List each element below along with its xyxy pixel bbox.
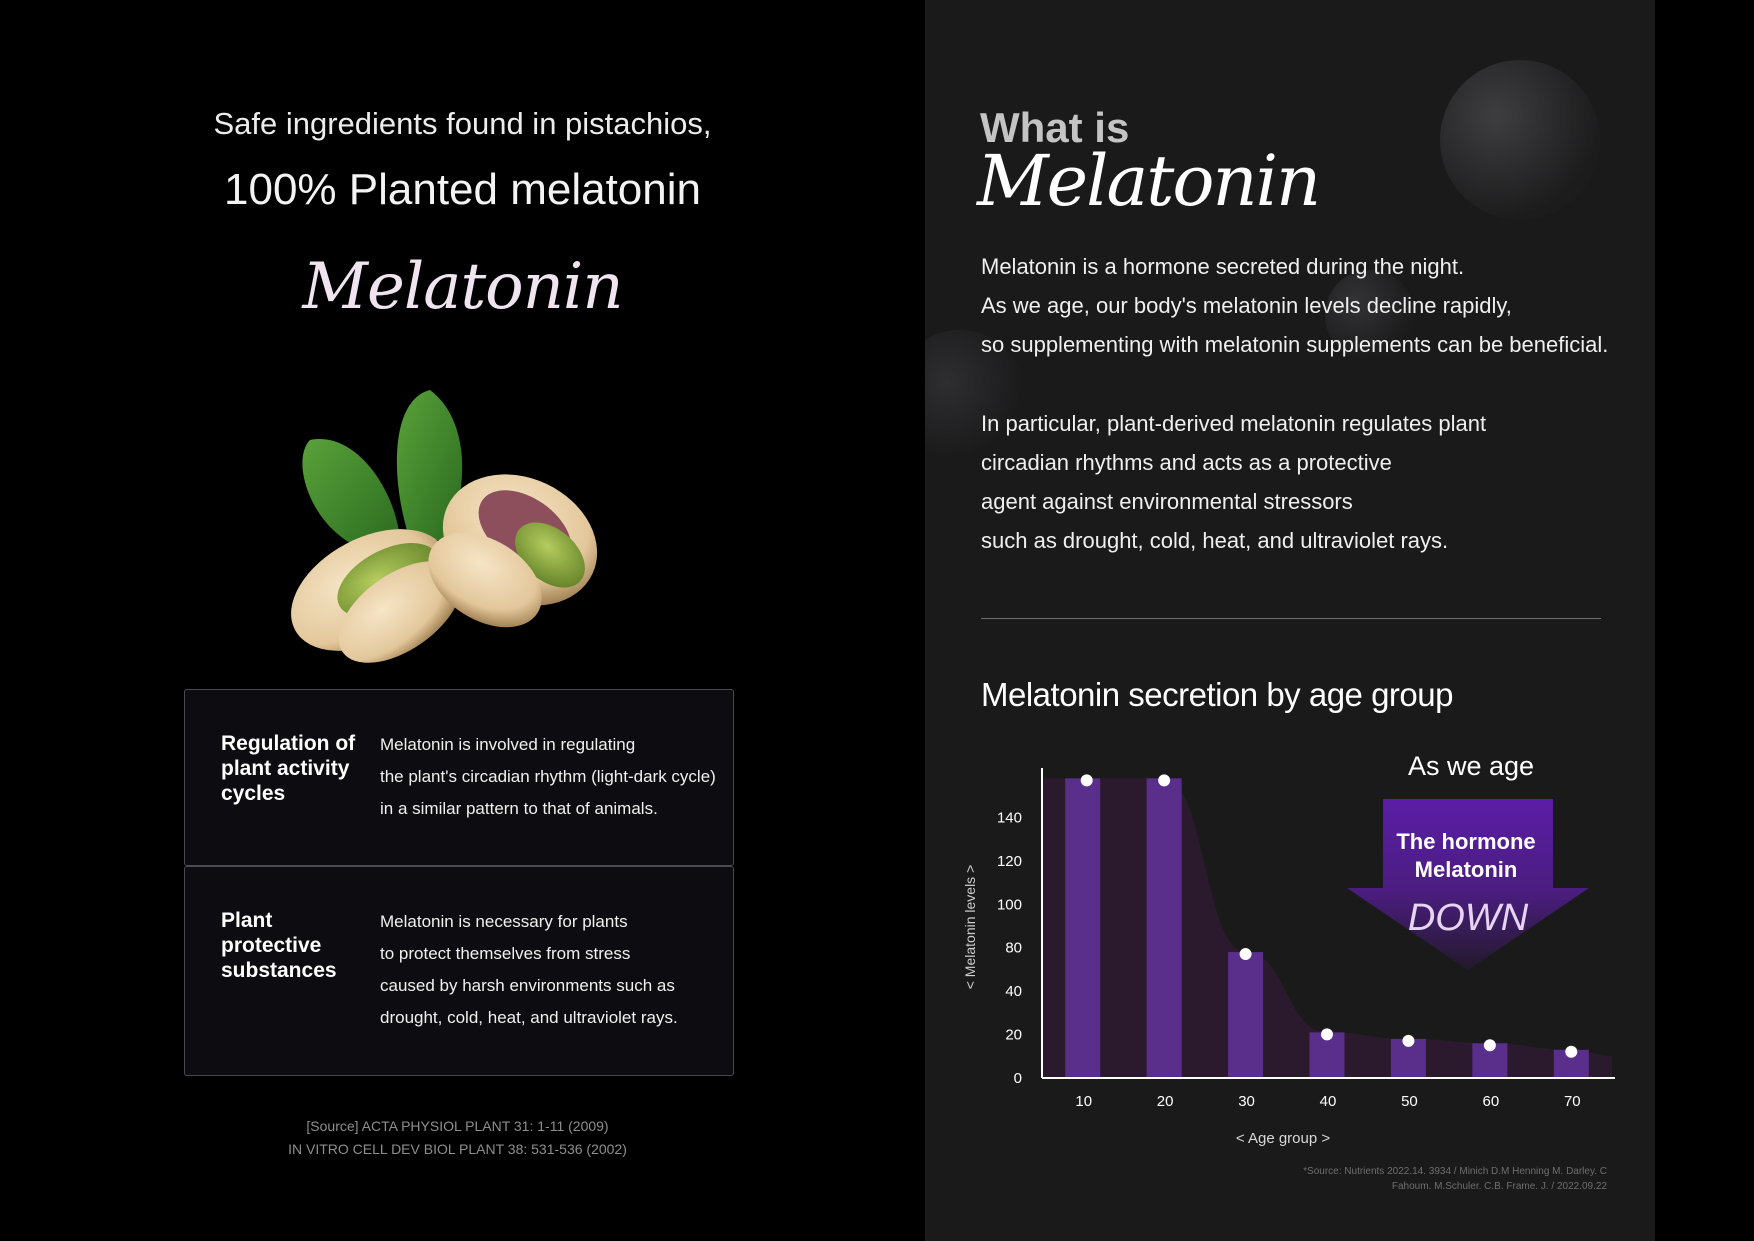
x-tick-label: 50 <box>1401 1093 1418 1110</box>
x-tick-label: 30 <box>1238 1093 1255 1110</box>
source-line: IN VITRO CELL DEV BIOL PLANT 38: 531-536 (2002) <box>288 1141 627 1157</box>
info-box-title: Regulation of plant activity cycles <box>221 732 356 805</box>
x-tick-label: 40 <box>1319 1093 1337 1110</box>
data-point-50 <box>1402 1035 1414 1047</box>
annotation-melatonin: Melatonin <box>1414 857 1518 882</box>
x-tick-label: 60 <box>1482 1093 1500 1110</box>
data-point-20 <box>1158 774 1170 786</box>
y-tick-label: 40 <box>1005 983 1022 1001</box>
y-axis-label: < Melatonin levels > <box>962 864 978 990</box>
y-tick-label: 140 <box>996 809 1022 827</box>
molecule-decoration <box>1440 60 1600 220</box>
source-line: [Source] ACTA PHYSIOL PLANT 31: 1-11 (2009) <box>306 1118 609 1134</box>
what-is-label: What is <box>980 104 1130 151</box>
footnote-line: Fahoum. M.Schuler. C.B. Frame. J. / 2022.09.22 <box>1391 1181 1607 1192</box>
info-box-protective <box>184 866 734 1076</box>
divider <box>981 618 1601 619</box>
footnote-line: *Source: Nutrients 2022.14. 3934 / Minich D.M Henning M. Darley. C <box>1303 1166 1607 1177</box>
bar-age-30 <box>1228 952 1263 1078</box>
subtitle: Safe ingredients found in pistachios, <box>213 106 712 141</box>
x-axis-label: < Age group > <box>1235 1130 1331 1147</box>
info-box-text: Melatonin is involved in regulating the plant's circadian rhythm (light-dark cycle) in a similar pattern to that of animals. <box>380 735 716 818</box>
plant-paragraph: In particular, plant-derived melatonin regulates plant circadian rhythms and acts as a protective agent against environmental stressors such as drought, cold, heat, and ultraviolet rays. <box>981 411 1487 553</box>
secretion-chart <box>925 740 1655 1160</box>
y-tick-label: 20 <box>1005 1026 1022 1044</box>
info-box-text: Melatonin is necessary for plants to protect themselves from stress caused by harsh environments such as drought, cold, heat, and ultraviolet rays. <box>380 912 678 1027</box>
y-tick-label: 80 <box>1005 939 1022 957</box>
right-panel <box>925 0 1655 1241</box>
down-arrow-shape <box>1347 799 1589 970</box>
data-point-30 <box>1240 948 1252 960</box>
y-tick-label: 100 <box>996 896 1022 914</box>
intro-paragraph: Melatonin is a hormone secreted during the night. As we age, our body's melatonin levels decline rapidly, so supplementing with melatonin supplements can be beneficial. <box>981 254 1609 357</box>
page-title: Melatonin <box>977 140 1320 222</box>
annotation-hormone: The hormone <box>1396 829 1536 854</box>
chart-title: Melatonin secretion by age group <box>981 676 1453 713</box>
annotation-down: DOWN <box>1407 897 1529 939</box>
bar-age-20 <box>1147 778 1182 1078</box>
pistachio-image <box>270 380 640 680</box>
brand-title: Melatonin <box>302 250 623 324</box>
data-point-60 <box>1484 1039 1496 1051</box>
x-tick-label: 10 <box>1075 1093 1093 1110</box>
data-point-40 <box>1321 1028 1333 1040</box>
x-tick-label: 70 <box>1563 1093 1581 1110</box>
y-tick-label: 0 <box>1013 1070 1022 1087</box>
data-point-10 <box>1081 774 1093 786</box>
bar-age-10 <box>1065 778 1100 1078</box>
right-margin <box>1655 0 1754 1241</box>
info-box-title: Plant protective substances <box>221 909 337 982</box>
info-box-regulation <box>184 689 734 866</box>
headline: 100% Planted melatonin <box>224 165 701 214</box>
y-tick-label: 120 <box>996 852 1022 870</box>
x-tick-label: 20 <box>1156 1093 1174 1110</box>
data-point-70 <box>1565 1046 1577 1058</box>
annotation-as-we-age: As we age <box>1407 751 1535 781</box>
